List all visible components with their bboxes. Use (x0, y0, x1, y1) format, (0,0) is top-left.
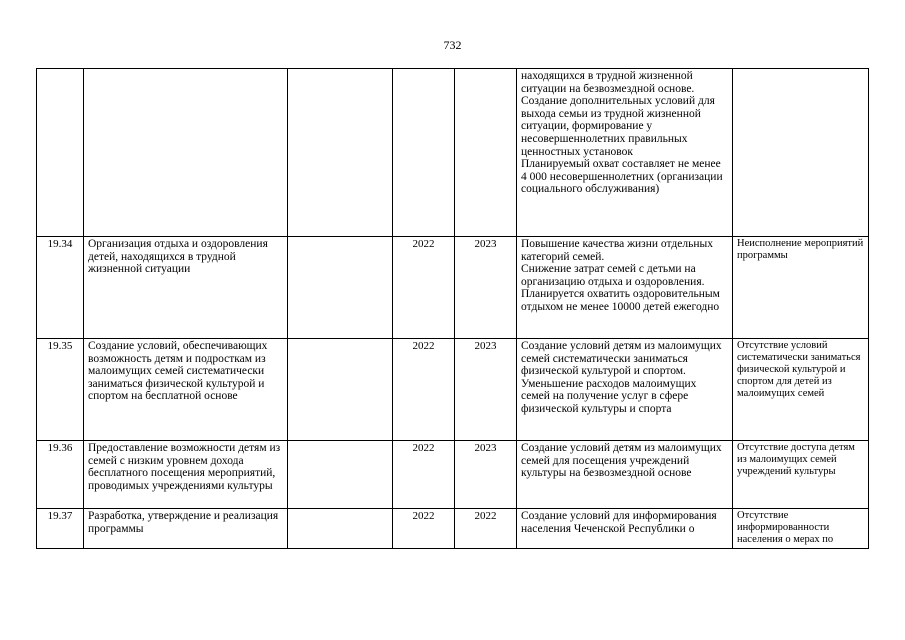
start-year: 2022 (393, 237, 455, 339)
end-year: 2023 (455, 339, 517, 441)
measure-name: Предоставление возможности детям из семей с низким уровнем дохода бесплатного посещения мероприятий, проводимых учреждениями культуры (84, 441, 288, 509)
expected-result: Создание условий детям из малоимущих семей для посещения учреждений культуры на безвозмездной основе (517, 441, 733, 509)
row-number: 19.34 (37, 237, 84, 339)
measure-name (84, 69, 288, 237)
program-measures-table (36, 68, 869, 549)
page-number: 732 (443, 38, 462, 52)
start-year: 2022 (393, 339, 455, 441)
consequence: Отсутствие условий систематически заниматься физической культурой и спортом для детей из малоимущих семей (733, 339, 869, 441)
measure-name: Разработка, утверждение и реализация программы (84, 509, 288, 549)
expected-result: Повышение качества жизни отдельных категорий семей. Снижение затрат семей с детьми на организацию отдыха и оздоровления. Планируется охватить оздоровительным отдыхом не менее 10000 детей ежегодно (517, 237, 733, 339)
executor-cell (288, 509, 393, 549)
end-year: 2023 (455, 441, 517, 509)
measure-name: Организация отдыха и оздоровления детей, находящихся в трудной жизненной ситуации (84, 237, 288, 339)
executor-cell (288, 441, 393, 509)
start-year (393, 69, 455, 237)
end-year: 2022 (455, 509, 517, 549)
table-row (37, 69, 869, 237)
table-row (37, 339, 869, 441)
consequence: Отсутствие доступа детям из малоимущих семей учреждений культуры (733, 441, 869, 509)
expected-result: Создание условий детям из малоимущих семей систематически заниматься физической культурой и спортом. Уменьшение расходов малоимущих семей на получение услуг в сфере физической культуры и спорта (517, 339, 733, 441)
executor-cell (288, 339, 393, 441)
executor-cell (288, 237, 393, 339)
start-year: 2022 (393, 441, 455, 509)
row-number: 19.37 (37, 509, 84, 549)
executor-cell (288, 69, 393, 237)
expected-result: Создание условий для информирования населения Чеченской Республики о (517, 509, 733, 549)
start-year: 2022 (393, 509, 455, 549)
table-row (37, 441, 869, 509)
table-row (37, 509, 869, 549)
row-number: 19.36 (37, 441, 84, 509)
expected-result: находящихся в трудной жизненной ситуации на безвозмездной основе. Создание дополнительных условий для выхода семьи из трудной жизненной ситуации, формирование у несовершеннолетних правильных ценностных установок Планируемый охват составляет не менее 4 000 несовершеннолетних (организации социального обслуживания) (517, 69, 733, 237)
row-number: 19.35 (37, 339, 84, 441)
measure-name: Создание условий, обеспечивающих возможность детям и подросткам из малоимущих семей систематически заниматься физической культурой и спортом на бесплатной основе (84, 339, 288, 441)
table-row (37, 237, 869, 339)
consequence: Неисполнение мероприятий программы (733, 237, 869, 339)
end-year (455, 69, 517, 237)
consequence (733, 69, 869, 237)
row-number (37, 69, 84, 237)
consequence: Отсутствие информированности населения о мерах по (733, 509, 869, 549)
end-year: 2023 (455, 237, 517, 339)
